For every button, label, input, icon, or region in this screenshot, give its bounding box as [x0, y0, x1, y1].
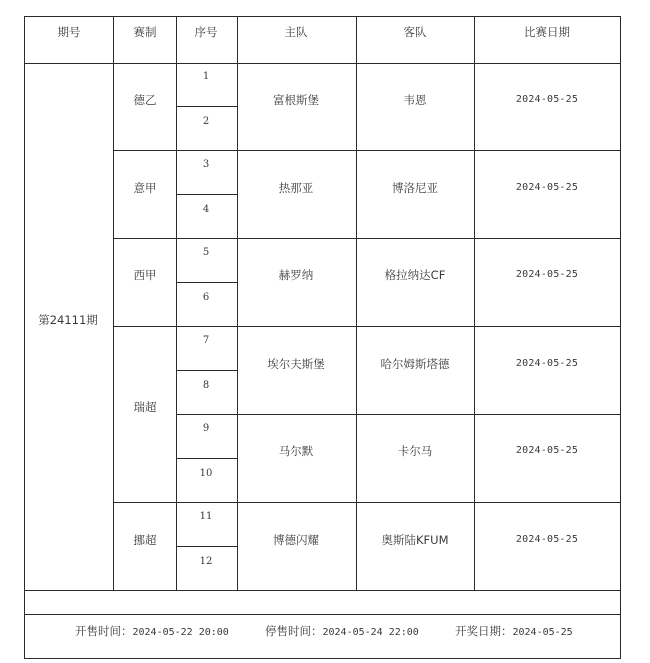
- column-divider: [176, 16, 177, 590]
- draw-date-label: 开奖日期：: [455, 624, 513, 638]
- row-divider: [176, 458, 237, 459]
- away-team: 博洛尼亚: [392, 181, 438, 195]
- league-cell: 意甲: [133, 181, 157, 195]
- row-divider: [113, 150, 621, 151]
- column-divider: [113, 16, 114, 590]
- away-team: 格拉纳达CF: [384, 268, 446, 282]
- row-divider: [176, 414, 621, 415]
- row-divider: [113, 238, 621, 239]
- home-team: 埃尔夫斯堡: [267, 357, 325, 371]
- table-border-bottom: [24, 658, 621, 659]
- away-team: 奥斯陆KFUM: [381, 533, 449, 547]
- sale-end-label: 停售时间：: [265, 624, 323, 638]
- row-divider: [113, 326, 621, 327]
- league-cell: 瑞超: [133, 400, 157, 414]
- column-divider: [474, 16, 475, 590]
- match-date: 2024-05-25: [515, 445, 579, 456]
- row-divider: [176, 194, 237, 195]
- header-league: 赛制: [133, 25, 157, 39]
- header-away: 客队: [403, 25, 427, 39]
- away-team: 哈尔姆斯塔德: [380, 357, 450, 371]
- draw-date: [455, 623, 573, 639]
- match-date: 2024-05-25: [515, 534, 579, 545]
- sale-end-value: 2024-05-24 22:00: [322, 627, 419, 638]
- seq-cell: 11: [199, 511, 213, 522]
- match-date: 2024-05-25: [515, 94, 579, 105]
- header-date: 比赛日期: [524, 25, 570, 39]
- seq-cell: 6: [202, 292, 210, 303]
- column-divider: [237, 16, 238, 590]
- row-divider: [113, 502, 621, 503]
- spacer-row-bottom: [24, 614, 621, 615]
- home-team: 马尔默: [278, 444, 314, 458]
- home-team: 赫罗纳: [278, 268, 314, 282]
- seq-cell: 12: [199, 556, 213, 567]
- away-team: 卡尔马: [397, 444, 433, 458]
- seq-cell: 10: [199, 468, 213, 479]
- away-team: 韦恩: [403, 93, 427, 107]
- seq-cell: 7: [202, 335, 210, 346]
- match-date: 2024-05-25: [515, 269, 579, 280]
- header-issue: 期号: [57, 25, 81, 39]
- match-date: 2024-05-25: [515, 358, 579, 369]
- header-home: 主队: [284, 25, 308, 39]
- seq-cell: 5: [202, 247, 210, 258]
- draw-date-value: 2024-05-25: [512, 627, 573, 638]
- match-date: 2024-05-25: [515, 182, 579, 193]
- table-border-right: [620, 16, 621, 658]
- row-divider: [176, 106, 237, 107]
- sale-start-label: 开售时间：: [75, 624, 133, 638]
- row-divider: [176, 282, 237, 283]
- home-team: 富根斯堡: [273, 93, 319, 107]
- seq-cell: 4: [202, 204, 210, 215]
- issue-number: 第24111期: [38, 313, 98, 327]
- table-body-bottom: [24, 590, 621, 591]
- league-cell: 挪超: [133, 533, 157, 547]
- seq-cell: 9: [202, 423, 210, 434]
- sale-start: [75, 623, 229, 639]
- home-team: 博德闪耀: [273, 533, 319, 547]
- seq-cell: 3: [202, 159, 210, 170]
- row-divider: [176, 546, 237, 547]
- sale-end: [265, 623, 419, 639]
- league-cell: 西甲: [133, 268, 157, 282]
- table-border-left: [24, 16, 25, 658]
- seq-cell: 8: [202, 380, 210, 391]
- home-team: 热那亚: [278, 181, 314, 195]
- seq-cell: 1: [202, 71, 210, 82]
- header-seq: 序号: [194, 25, 218, 39]
- column-divider: [356, 16, 357, 590]
- sale-start-value: 2024-05-22 20:00: [132, 627, 229, 638]
- row-divider: [176, 370, 237, 371]
- league-cell: 德乙: [133, 93, 157, 107]
- seq-cell: 2: [202, 116, 210, 127]
